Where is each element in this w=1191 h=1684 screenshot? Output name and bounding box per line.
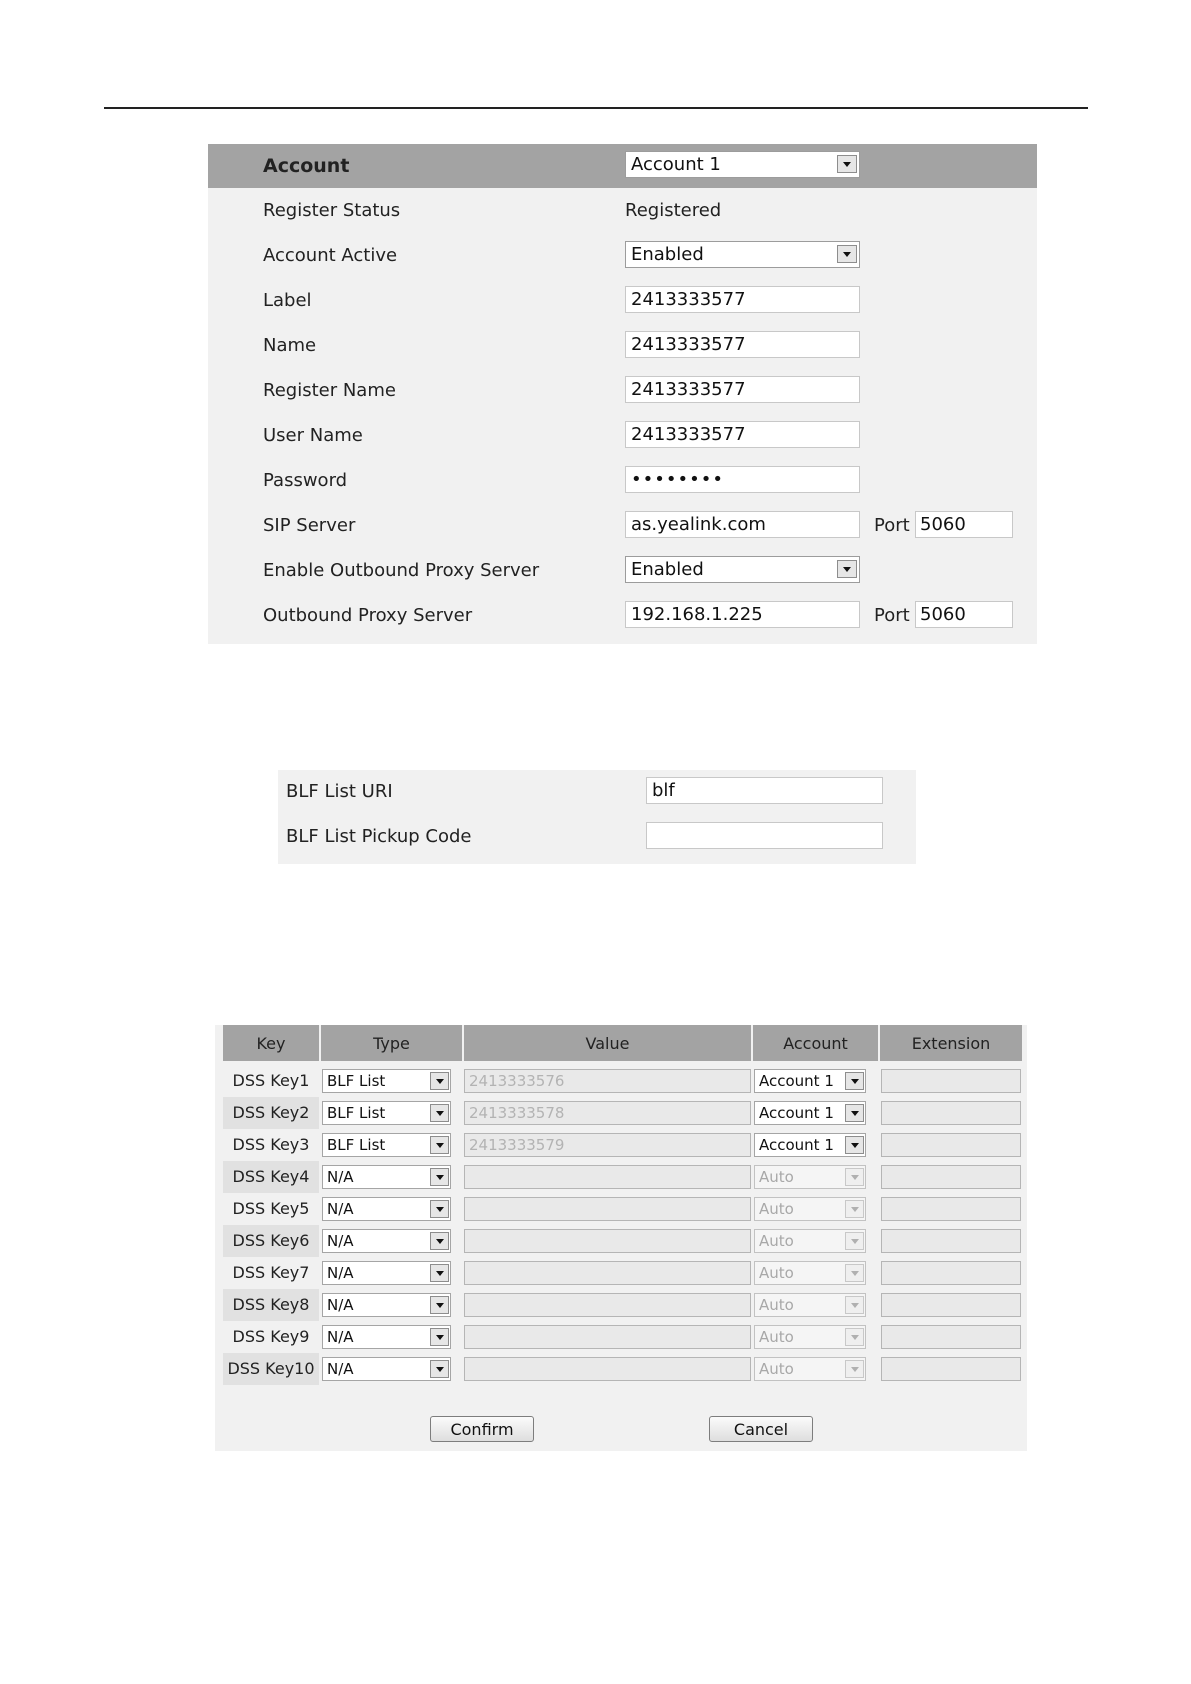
dss-key-label [215,1199,319,1218]
extension-input [881,1293,1021,1317]
name-input-value: 2413333577 [631,334,746,355]
register-name-input[interactable] [625,376,860,403]
chevron-down-icon[interactable] [845,1072,864,1090]
account-cell-select [754,1261,866,1285]
blf-list-pickup-code-row [278,815,916,860]
table-row [215,1289,1027,1321]
chevron-down-icon[interactable] [430,1104,449,1122]
dss-key-label [215,1327,319,1346]
value-input [464,1357,751,1381]
blf-list-uri-label: BLF List URI [286,781,393,802]
blf-list-uri-row [278,770,916,815]
account-cell-value: Auto [759,1264,794,1282]
value-input [464,1293,751,1317]
account-cell-select [754,1165,866,1189]
account-header [208,144,1037,188]
account-cell-select [754,1357,866,1381]
chevron-down-icon[interactable] [430,1072,449,1090]
dss-key-label [215,1231,319,1250]
register-name-label: Register Name [263,380,396,401]
dss-key-text: DSS Key5 [232,1199,310,1218]
type-select[interactable] [322,1165,451,1189]
type-select-value: N/A [327,1328,354,1346]
chevron-down-icon[interactable] [837,560,857,578]
column-header-type: Type [321,1025,462,1061]
chevron-down-icon [845,1168,864,1186]
chevron-down-icon [845,1360,864,1378]
account-cell-value: Auto [759,1328,794,1346]
register-name-input-value: 2413333577 [631,379,746,400]
table-row [215,1065,1027,1097]
extension-input [881,1261,1021,1285]
register-status-row [208,189,1037,234]
dss-key-label [215,1295,319,1314]
type-select[interactable] [322,1325,451,1349]
confirm-button[interactable]: Confirm [430,1416,534,1442]
account-active-row [208,234,1037,279]
chevron-down-icon [845,1296,864,1314]
blf-list-uri-input[interactable] [646,777,883,804]
column-header-key: Key [223,1025,319,1061]
chevron-down-icon[interactable] [430,1328,449,1346]
account-cell-value: Account 1 [759,1136,834,1154]
sip-port-value: 5060 [920,514,966,535]
value-input-text: 2413333576 [469,1072,565,1090]
type-select[interactable] [322,1293,451,1317]
chevron-down-icon[interactable] [430,1168,449,1186]
chevron-down-icon[interactable] [837,245,857,263]
chevron-down-icon[interactable] [845,1136,864,1154]
account-cell-value: Auto [759,1296,794,1314]
type-select-value: N/A [327,1360,354,1378]
table-row [215,1225,1027,1257]
account-cell-value: Auto [759,1360,794,1378]
type-select[interactable] [322,1357,451,1381]
chevron-down-icon[interactable] [430,1264,449,1282]
extension-input [881,1357,1021,1381]
value-input[interactable] [464,1069,751,1093]
outbound-port-value: 5060 [920,604,966,625]
extension-input[interactable] [881,1069,1021,1093]
user-name-row [208,414,1037,459]
chevron-down-icon [845,1232,864,1250]
enable-outbound-proxy-row [208,549,1037,594]
outbound-proxy-server-input[interactable] [625,601,860,628]
type-select-value: N/A [327,1200,354,1218]
type-select[interactable] [322,1101,451,1125]
register-name-row [208,369,1037,414]
name-row [208,324,1037,369]
chevron-down-icon[interactable] [837,155,857,173]
table-row [215,1097,1027,1129]
dss-key-text: DSS Key10 [227,1359,315,1378]
password-row [208,459,1037,504]
column-header-account: Account [753,1025,878,1061]
cancel-button[interactable]: Cancel [709,1416,813,1442]
table-row [215,1321,1027,1353]
table-row [215,1257,1027,1289]
value-input [464,1165,751,1189]
table-row [215,1129,1027,1161]
account-select[interactable] [625,151,860,178]
account-cell-value: Auto [759,1168,794,1186]
user-name-input-value: 2413333577 [631,424,746,445]
type-select-value: N/A [327,1296,354,1314]
name-label: Name [263,335,317,356]
outbound-proxy-server-value: 192.168.1.225 [631,604,763,625]
chevron-down-icon[interactable] [430,1200,449,1218]
value-input[interactable] [464,1101,751,1125]
value-input[interactable] [464,1133,751,1157]
outbound-proxy-server-label: Outbound Proxy Server [263,605,473,626]
chevron-down-icon [845,1264,864,1282]
user-name-input[interactable] [625,421,860,448]
password-input-value: •••••••• [631,469,724,490]
outbound-port-input[interactable] [915,601,1013,628]
chevron-down-icon[interactable] [430,1136,449,1154]
type-select-value: N/A [327,1232,354,1250]
user-name-label: User Name [263,425,363,446]
register-status-label: Register Status [263,200,401,221]
chevron-down-icon[interactable] [430,1360,449,1378]
type-select[interactable] [322,1197,451,1221]
value-input-text: 2413333578 [469,1104,565,1122]
dss-key-text: DSS Key3 [232,1135,310,1154]
label-input[interactable] [625,286,860,313]
dss-key-text: DSS Key2 [232,1103,310,1122]
type-select-value: BLF List [327,1104,386,1122]
sip-server-row [208,504,1037,549]
enable-outbound-proxy-value: Enabled [631,559,704,580]
chevron-down-icon [845,1200,864,1218]
sip-server-input-value: as.yealink.com [631,514,766,535]
dss-key-text: DSS Key8 [232,1295,310,1314]
account-cell-value: Account 1 [759,1104,834,1122]
dss-key-label [215,1263,319,1282]
value-input [464,1261,751,1285]
type-select[interactable] [322,1229,451,1253]
enable-outbound-proxy-label: Enable Outbound Proxy Server [263,560,540,581]
chevron-down-icon[interactable] [845,1104,864,1122]
outbound-proxy-server-row [208,594,1037,639]
page-rule [104,107,1088,109]
table-row [215,1353,1027,1385]
extension-input [881,1165,1021,1189]
dss-key-text: DSS Key6 [232,1231,310,1250]
dss-key-text: DSS Key9 [232,1327,310,1346]
account-header-label: Account [263,155,350,177]
outbound-port-label: Port [874,605,910,626]
account-cell-value: Account 1 [759,1072,834,1090]
dss-key-text: DSS Key4 [232,1167,310,1186]
value-input [464,1197,751,1221]
type-select-value: BLF List [327,1136,386,1154]
type-select[interactable] [322,1261,451,1285]
value-input [464,1325,751,1349]
value-input [464,1229,751,1253]
dss-key-label [215,1359,319,1378]
register-status-value: Registered [625,200,722,221]
account-cell-select [754,1229,866,1253]
extension-input[interactable] [881,1133,1021,1157]
extension-input [881,1325,1021,1349]
chevron-down-icon[interactable] [430,1296,449,1314]
value-input-text: 2413333579 [469,1136,565,1154]
type-select[interactable] [322,1133,451,1157]
account-active-label: Account Active [263,245,398,266]
column-header-extension: Extension [880,1025,1022,1061]
sip-server-input[interactable] [625,511,860,538]
sip-port-label: Port [874,515,910,536]
label-input-value: 2413333577 [631,289,746,310]
extension-input[interactable] [881,1101,1021,1125]
account-cell-select[interactable] [754,1069,866,1093]
account-cell-value: Auto [759,1232,794,1250]
dss-key-table [215,1025,1027,1451]
dss-key-text: DSS Key7 [232,1263,310,1282]
password-input[interactable] [625,466,860,493]
table-row [215,1193,1027,1225]
blf-list-pickup-code-input[interactable] [646,822,883,849]
type-select[interactable] [322,1069,451,1093]
label-row [208,279,1037,324]
dss-key-label [215,1135,319,1154]
extension-input [881,1229,1021,1253]
type-select-value: BLF List [327,1072,386,1090]
type-select-value: N/A [327,1168,354,1186]
chevron-down-icon [845,1328,864,1346]
account-active-value: Enabled [631,244,704,265]
dss-key-label [215,1103,319,1122]
account-cell-select[interactable] [754,1133,866,1157]
account-cell-select [754,1325,866,1349]
blf-list-pickup-code-label: BLF List Pickup Code [286,826,472,847]
dss-key-label [215,1071,319,1090]
account-cell-select [754,1197,866,1221]
blf-list-uri-value: blf [652,780,675,801]
enable-outbound-proxy-select[interactable] [625,556,860,583]
type-select-value: N/A [327,1264,354,1282]
dss-key-text: DSS Key1 [232,1071,310,1090]
password-label: Password [263,470,348,491]
dss-key-label [215,1167,319,1186]
column-header-value: Value [464,1025,751,1061]
table-row [215,1161,1027,1193]
account-cell-value: Auto [759,1200,794,1218]
account-select-value: Account 1 [631,154,721,175]
account-cell-select[interactable] [754,1101,866,1125]
blf-list-panel [278,770,916,864]
chevron-down-icon[interactable] [430,1232,449,1250]
sip-server-label: SIP Server [263,515,356,536]
label-label: Label [263,290,312,311]
account-active-select[interactable] [625,241,860,268]
account-cell-select [754,1293,866,1317]
sip-port-input[interactable] [915,511,1013,538]
extension-input [881,1197,1021,1221]
account-settings-panel [208,144,1037,644]
name-input[interactable] [625,331,860,358]
